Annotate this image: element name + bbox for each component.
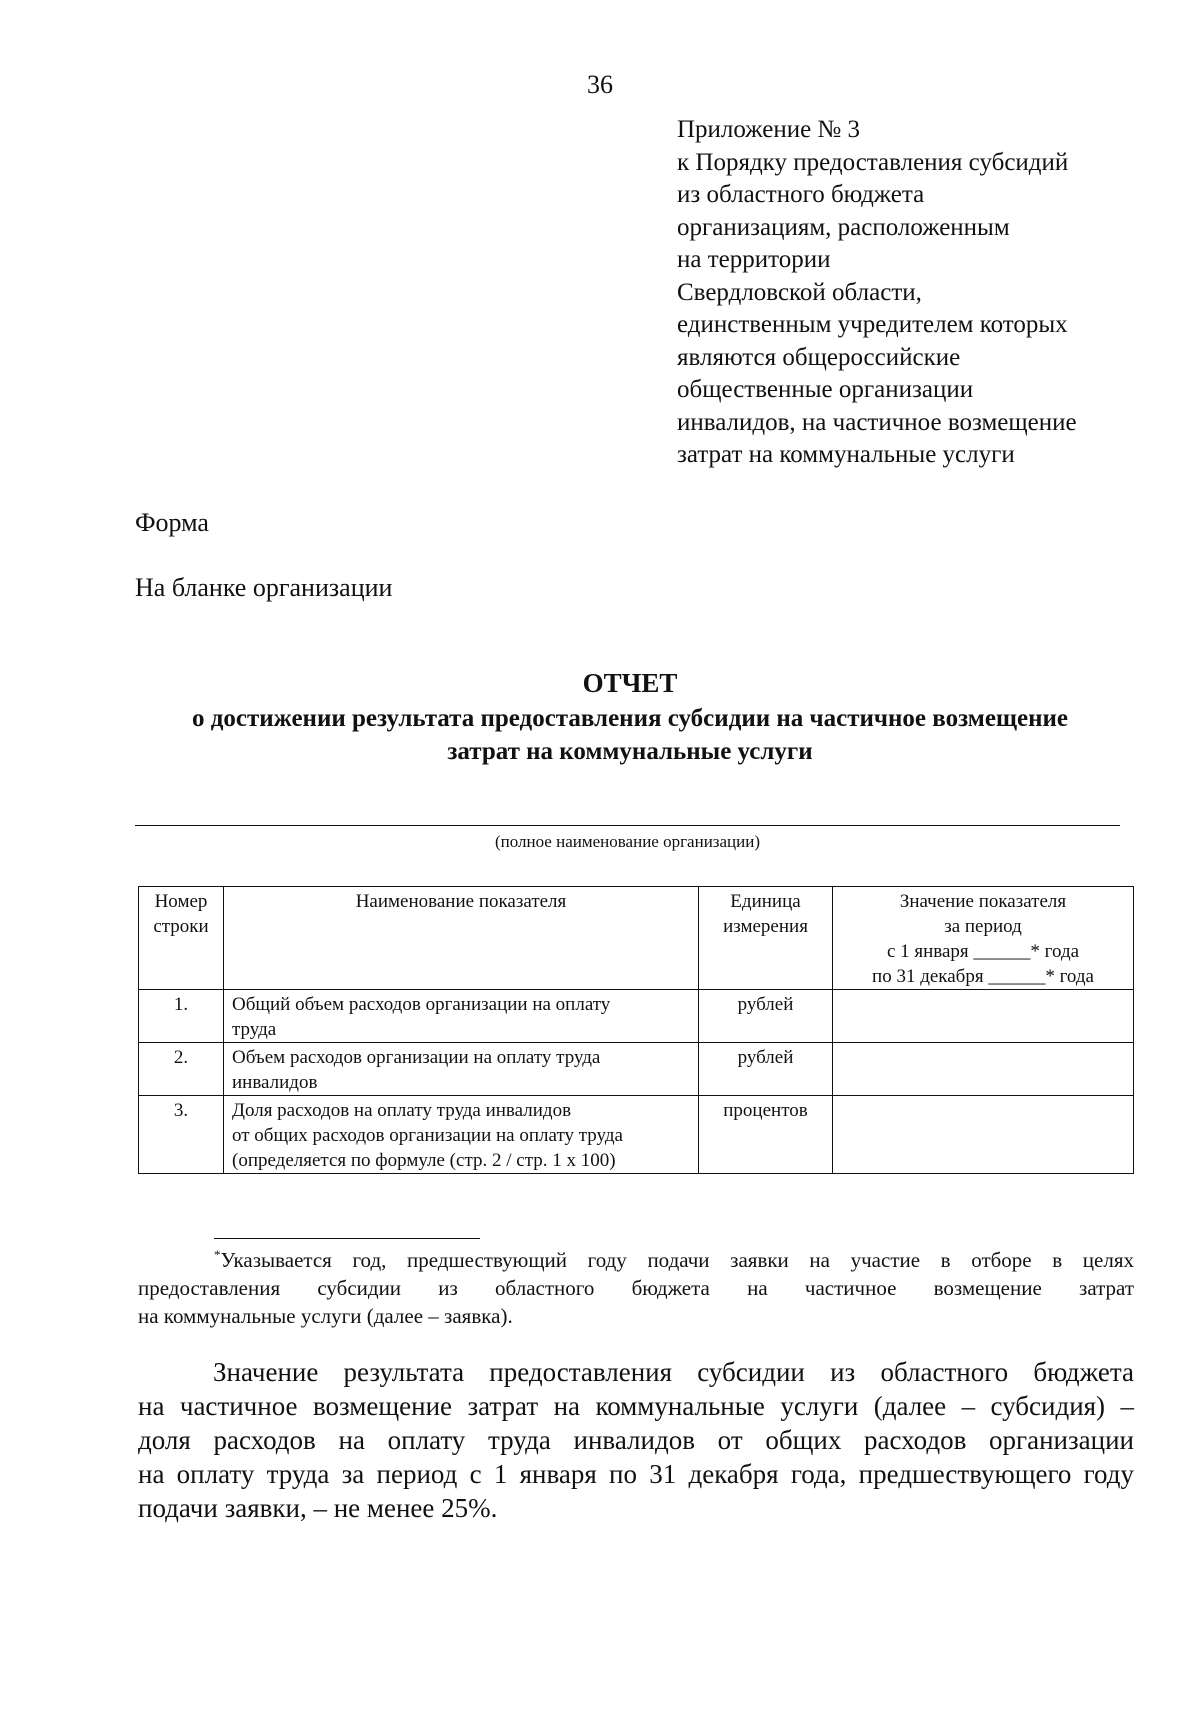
row-name-line: Объем расходов организации на оплату труда [232,1047,601,1068]
appendix-line: Приложение № 3 [677,116,861,143]
header-value [833,887,1134,990]
table-header-row [139,887,1134,990]
appendix-line: единственным учредителем которых [677,311,1068,338]
row-name-line: инвалидов [232,1072,318,1093]
row-value[interactable] [833,1096,1134,1174]
row-unit: рублей [699,990,833,1043]
header-text: Значение показателя [899,891,1067,912]
paragraph-line: на частичное возмещение затрат на коммунальные услуги (далее – субсидия) – [138,1391,1134,1421]
report-subtitle-line: затрат на коммунальные услуги [447,738,813,765]
blank-label: На бланке организации [135,573,393,602]
row-name-line: от общих расходов организации на оплату труда [232,1125,623,1146]
paragraph-line: Значение результата предоставления субсидии из областного бюджета [213,1357,1134,1387]
header-text: с 1 января ______* года [886,941,1080,962]
table-row [139,990,1134,1043]
footnote-line [138,1241,1134,1274]
row-unit: рублей [699,1043,833,1096]
header-text: за период [944,916,1022,937]
appendix-line: Свердловской области, [677,278,922,306]
report-subtitle-line: о достижении результата предоставления субсидии на частичное возмещение [191,705,1069,732]
appendix-line: к Порядку предоставления субсидий [677,148,1069,176]
row-value[interactable] [833,1043,1134,1096]
header-text: измерения [723,916,808,937]
header-text: Номер [154,891,208,912]
header-unit [699,887,833,990]
row-name-line: труда [232,1019,277,1040]
appendix-line: инвалидов, на частичное возмещение [677,408,1077,436]
form-label: Форма [135,508,209,537]
row-name-line: Доля расходов на оплату труда инвалидов [232,1100,572,1121]
footnote-text: Указывается год, предшествующий году подачи заявки на участие в отборе в целях [220,1248,1134,1272]
header-text: Единица [730,891,801,912]
appendix-line: на территории [677,246,831,273]
page-number: 36 [587,70,613,99]
report-title: ОТЧЕТ [582,668,678,698]
appendix-line: из областного бюджета [677,181,925,208]
row-value[interactable] [833,990,1134,1043]
row-indicator-name [224,1043,699,1096]
row-indicator-name [224,990,699,1043]
row-indicator-name [224,1096,699,1174]
appendix-line: организациям, расположенным [677,213,1010,241]
paragraph-line: подачи заявки, – не менее 25%. [138,1493,498,1523]
table-row [139,1043,1134,1096]
footnote [138,1241,1134,1330]
footnote-rule [214,1238,480,1239]
paragraph-line: доля расходов на оплату труда инвалидов от общих расходов организации [138,1425,1134,1455]
footnote-line: на коммунальные услуги (далее – заявка). [138,1304,513,1328]
header-text: по 31 декабря ______* года [872,966,1094,987]
org-name-caption: (полное наименование организации) [494,832,761,851]
header-text: строки [153,916,209,937]
row-number: 3. [139,1096,224,1174]
row-name-line: (определяется по формуле (стр. 2 / стр. 1 х 100) [232,1150,616,1171]
row-name-line: Общий объем расходов организации на оплату [232,994,611,1015]
appendix-line: являются общероссийские [677,343,961,371]
report-table [138,886,1134,1174]
row-unit: процентов [699,1096,833,1174]
appendix-line: общественные организации [677,376,974,403]
result-paragraph [138,1355,1134,1525]
paragraph-line: на оплату труда за период с 1 января по 31 декабря года, предшествующего году [138,1459,1134,1489]
footnote-line: предоставления субсидии из областного бюджета на частичное возмещение затрат [138,1276,1134,1300]
org-name-line [135,825,1120,826]
appendix-header [677,114,1077,472]
footnote-marker: * [214,1247,221,1262]
header-indicator-name: Наименование показателя [224,887,699,990]
report-subtitle [130,702,1130,768]
row-number: 1. [139,990,224,1043]
row-number: 2. [139,1043,224,1096]
appendix-line: затрат на коммунальные услуги [677,441,1015,468]
table-row [139,1096,1134,1174]
header-row-number [139,887,224,990]
